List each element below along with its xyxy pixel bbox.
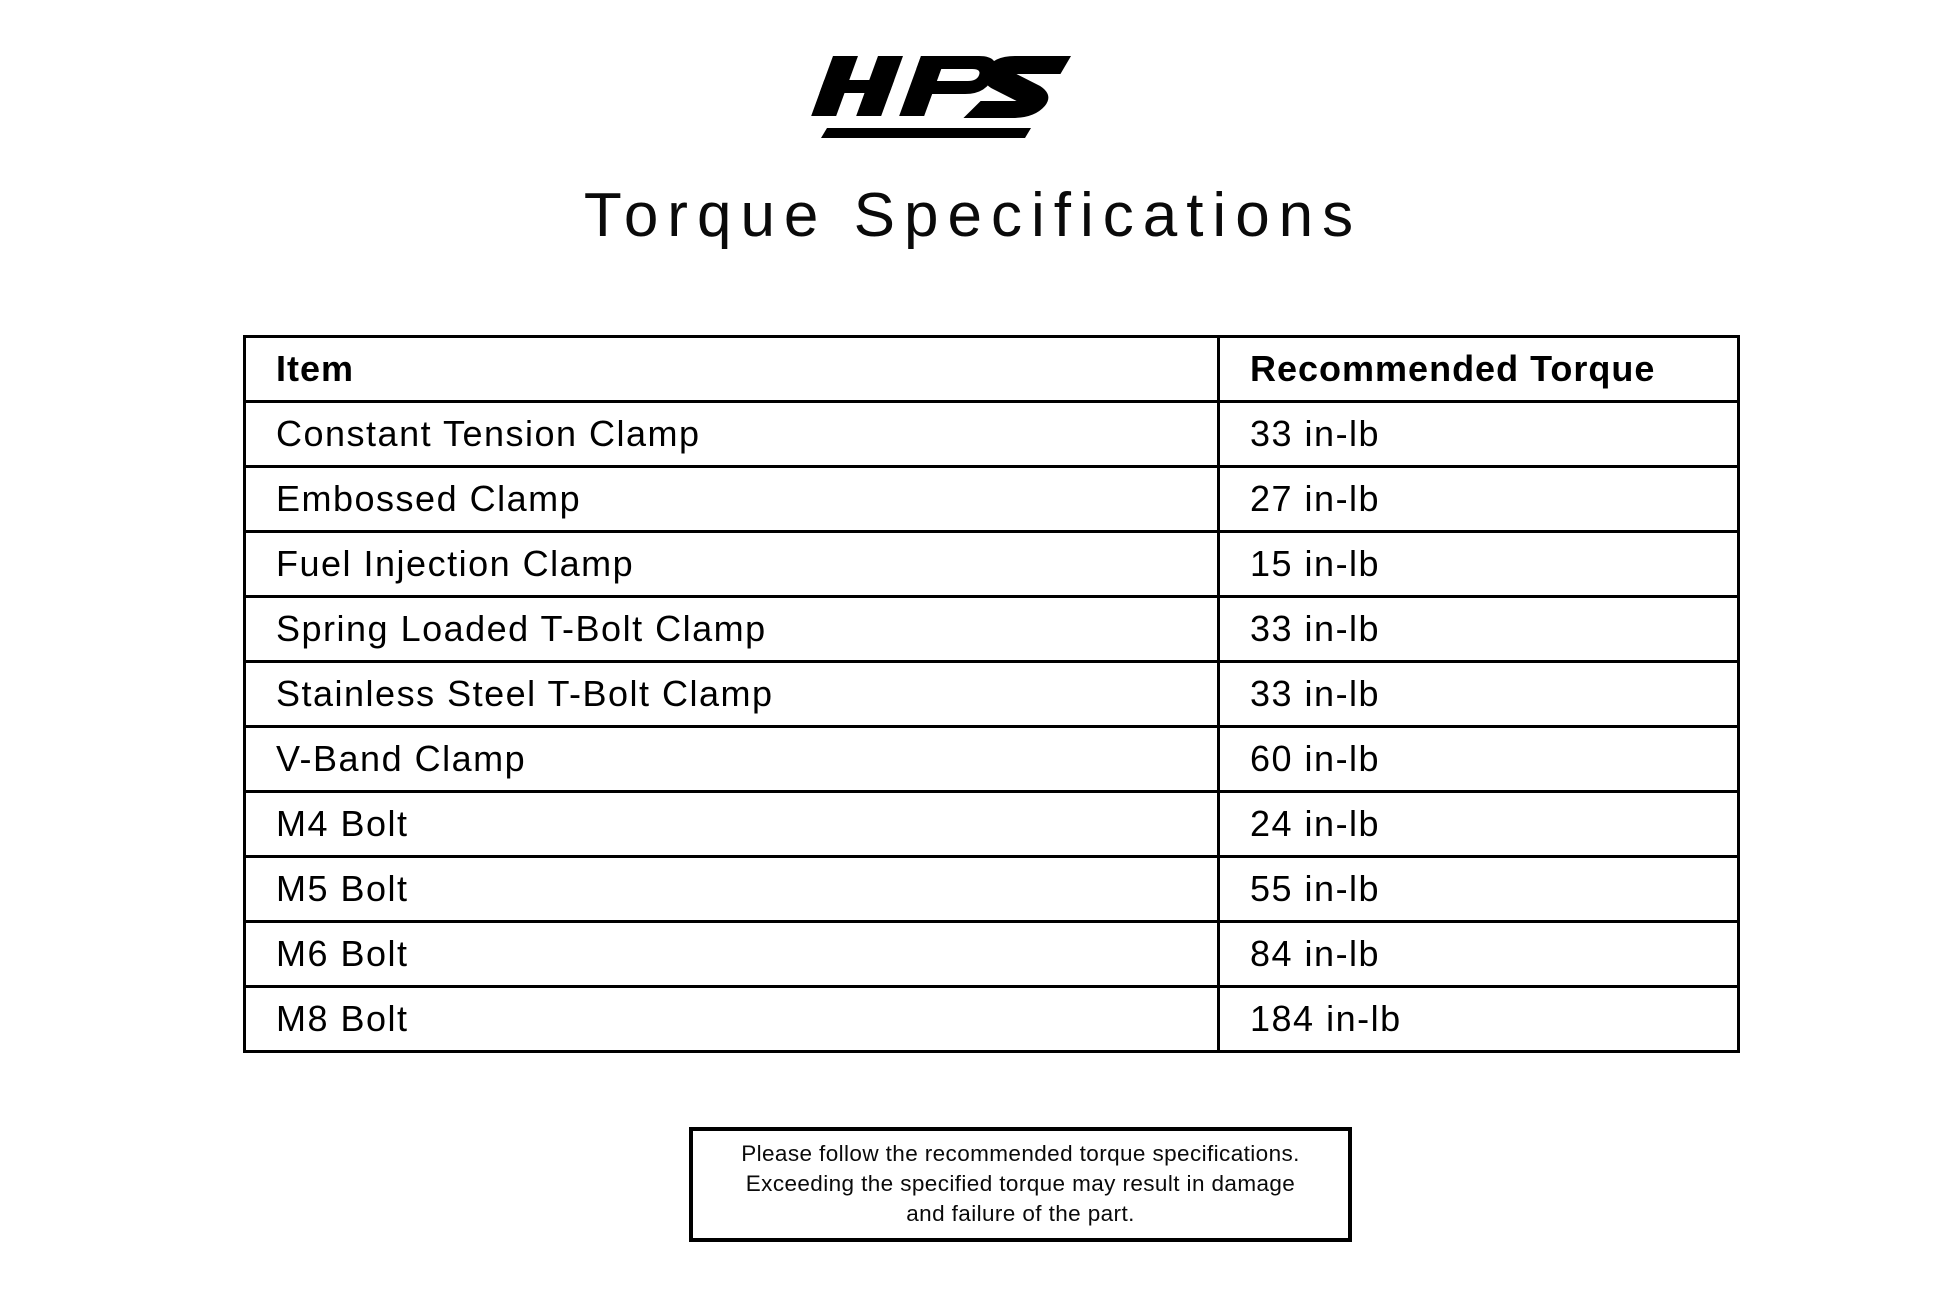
item-cell: M5 Bolt (245, 857, 1219, 922)
column-header-item: Item (245, 337, 1219, 402)
item-cell: Stainless Steel T-Bolt Clamp (245, 662, 1219, 727)
note-line: and failure of the part. (906, 1201, 1135, 1226)
torque-cell: 33 in-lb (1219, 402, 1739, 467)
item-cell: M4 Bolt (245, 792, 1219, 857)
note-line: Exceeding the specified torque may result in damage (745, 1171, 1296, 1196)
logo-letter-h (820, 80, 895, 93)
torque-cell: 84 in-lb (1219, 922, 1739, 987)
table-row (245, 857, 1739, 922)
hps-logo (793, 52, 1123, 144)
table-row (245, 597, 1739, 662)
column-header-torque: Recommended Torque (1219, 337, 1739, 402)
table-row (245, 792, 1739, 857)
torque-cell: 27 in-lb (1219, 467, 1739, 532)
table-row (245, 402, 1739, 467)
table-row (245, 922, 1739, 987)
logo-underline-swoosh (821, 128, 1031, 138)
torque-cell: 33 in-lb (1219, 597, 1739, 662)
table-row (245, 467, 1739, 532)
item-cell: M8 Bolt (245, 987, 1219, 1052)
hps-logo-graphic (793, 52, 1123, 144)
torque-cell: 24 in-lb (1219, 792, 1739, 857)
table-row (245, 662, 1739, 727)
table-row (245, 727, 1739, 792)
page-title: Torque Specifications (583, 181, 1363, 250)
note-line: Please follow the recommended torque specifications. (741, 1141, 1300, 1166)
torque-cell: 60 in-lb (1219, 727, 1739, 792)
item-cell: V-Band Clamp (245, 727, 1219, 792)
table-row (245, 532, 1739, 597)
torque-warning-note (689, 1127, 1352, 1242)
table-header-row (245, 337, 1739, 402)
torque-cell: 55 in-lb (1219, 857, 1739, 922)
torque-spec-table (243, 335, 1740, 1053)
torque-cell: 184 in-lb (1219, 987, 1739, 1052)
table-row (245, 987, 1739, 1052)
torque-cell: 15 in-lb (1219, 532, 1739, 597)
item-cell: Embossed Clamp (245, 467, 1219, 532)
item-cell: M6 Bolt (245, 922, 1219, 987)
item-cell: Constant Tension Clamp (245, 402, 1219, 467)
torque-cell: 33 in-lb (1219, 662, 1739, 727)
item-cell: Fuel Injection Clamp (245, 532, 1219, 597)
item-cell: Spring Loaded T-Bolt Clamp (245, 597, 1219, 662)
